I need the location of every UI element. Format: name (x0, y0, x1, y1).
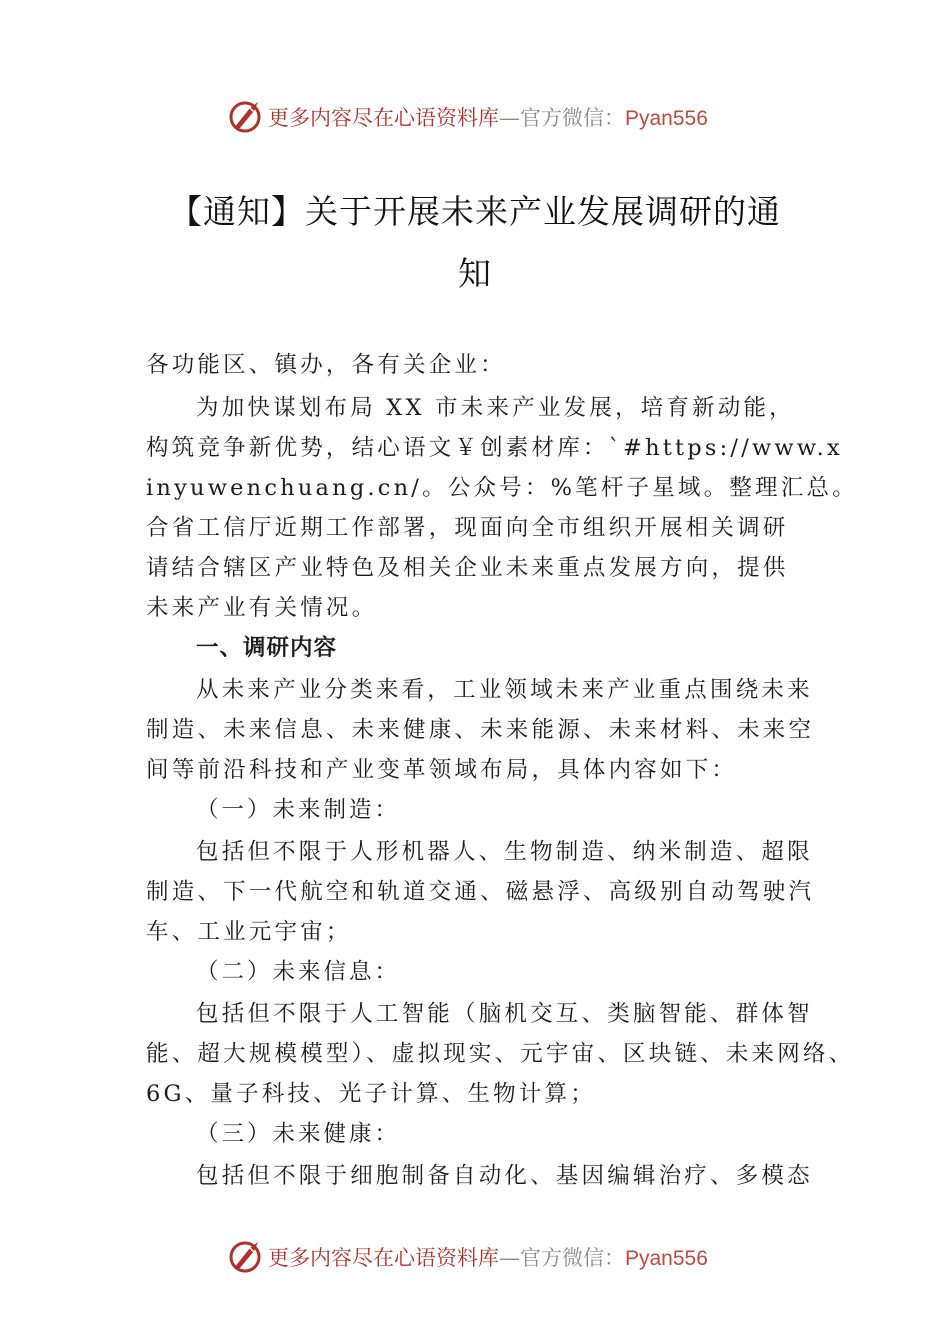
banner-text (268, 102, 708, 132)
document-title-line1: 【通知】关于开展未来产业发展调研的通 (169, 192, 781, 231)
section-heading: 一、调研内容 (196, 635, 338, 661)
subsection-text-line: 包括但不限于人形机器人、生物制造、纳米制造、超限 (196, 839, 813, 865)
footer-banner (0, 1236, 950, 1280)
banner-brand: 更多内容尽在心语资料库 (268, 1246, 499, 1270)
intro-line: 合省工信厅近期工作部署，现面向全市组织开展相关调研 (146, 515, 789, 541)
banner-wechat-id: Pyan556 (625, 107, 708, 130)
subsection-heading: （一）未来制造： (196, 797, 401, 823)
banner-text (268, 1242, 708, 1272)
intro-line: 构筑竞争新优势，结心语文￥创素材库：`#https://www.x (146, 435, 843, 461)
subsection-heading: （二）未来信息： (196, 959, 401, 985)
section-text-line: 间等前沿科技和产业变革领域布局，具体内容如下： (146, 757, 738, 783)
subsection-heading: （三）未来健康： (196, 1121, 401, 1147)
intro-line: inyuwenchuang.cn/。公众号：%笔杆子星域。整理汇总。 (146, 475, 858, 501)
subsection-text-line: 能、超大规模模型）、虚拟现实、元宇宙、区块链、未来网络、 (146, 1041, 855, 1067)
intro-line: 为加快谋划布局 XX 市未来产业发展，培育新动能， (196, 395, 795, 421)
salutation: 各功能区、镇办，各有关企业： (146, 352, 506, 378)
subsection-text-line: 包括但不限于人工智能（脑机交互、类脑智能、群体智 (196, 1001, 813, 1027)
quill-logo-icon (228, 98, 264, 134)
intro-line: 请结合辖区产业特色及相关企业未来重点发展方向，提供 (146, 555, 789, 581)
header-banner (0, 96, 950, 140)
banner-separator: — (499, 106, 520, 130)
subsection-text-line: 车、工业元宇宙； (146, 919, 352, 945)
banner-wechat-id: Pyan556 (625, 1247, 708, 1270)
quill-logo-icon (228, 1238, 264, 1274)
banner-brand: 更多内容尽在心语资料库 (268, 106, 499, 130)
banner-separator: — (499, 1246, 520, 1270)
banner-wechat-label: 官方微信： (520, 1246, 625, 1270)
section-text-line: 制造、未来信息、未来健康、未来能源、未来材料、未来空 (146, 717, 815, 743)
subsection-text-line: 制造、下一代航空和轨道交通、磁悬浮、高级别自动驾驶汽 (146, 879, 815, 905)
document-title-line2: 知 (458, 254, 492, 293)
subsection-text-line: 6G、量子科技、光子计算、生物计算； (146, 1081, 596, 1107)
section-text-line: 从未来产业分类来看，工业领域未来产业重点围绕未来 (196, 677, 813, 703)
intro-line: 未来产业有关情况。 (146, 595, 378, 621)
subsection-text-line: 包括但不限于细胞制备自动化、基因编辑治疗、多模态 (196, 1163, 813, 1189)
banner-wechat-label: 官方微信： (520, 106, 625, 130)
